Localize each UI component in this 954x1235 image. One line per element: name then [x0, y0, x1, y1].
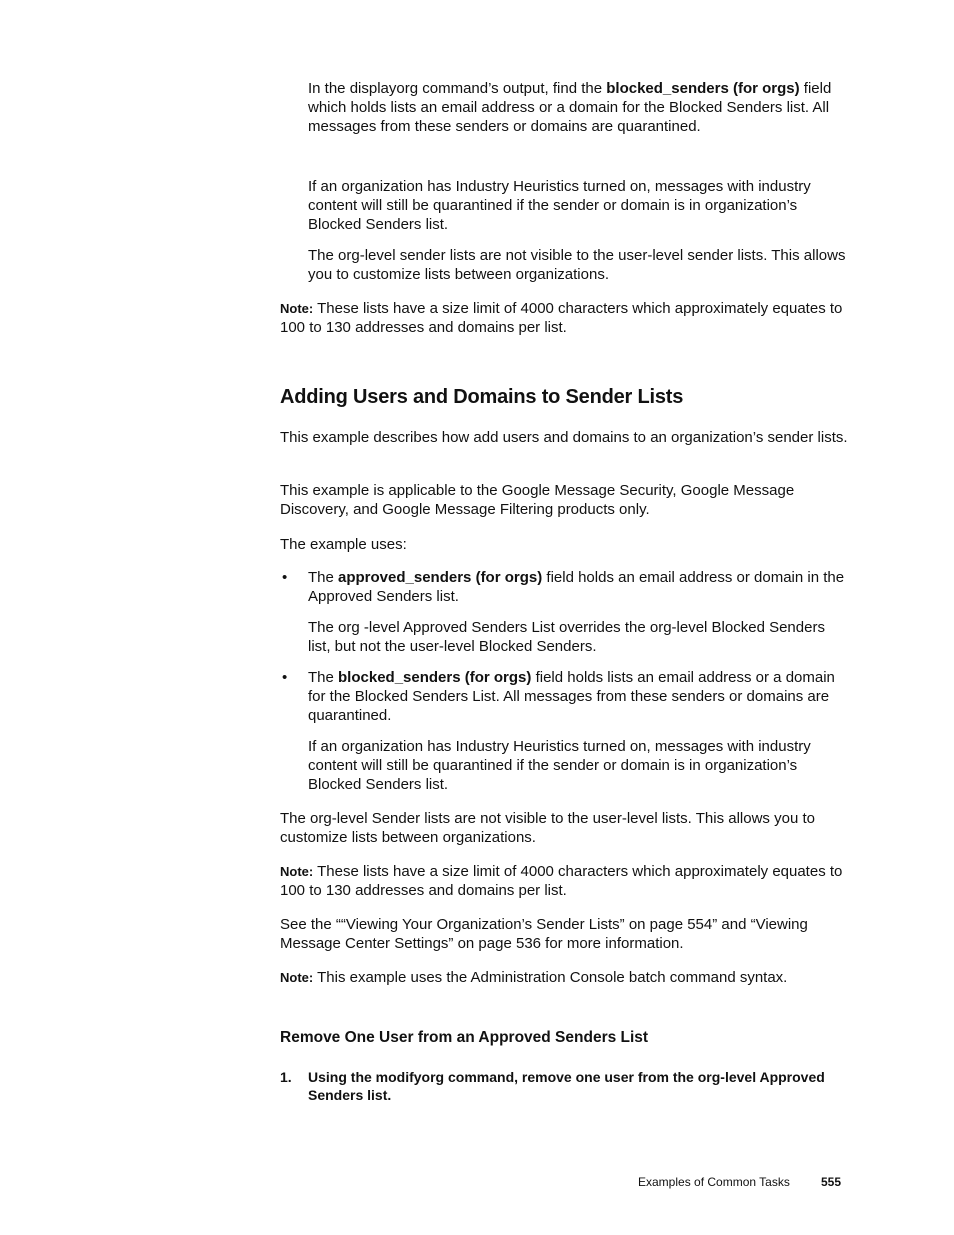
bullet-1-text: The — [308, 569, 339, 586]
bullet-marker-1: • — [282, 569, 288, 586]
intro-p1-text-end: field which holds lists an email address or a domain for the Blocked Senders list. All messages from these senders or domains are quarantined. — [308, 80, 832, 135]
step-text: Using the modifyorg command, remove one user from the org-level Approved Senders list. — [308, 1069, 825, 1103]
note-label: Note: — [280, 970, 314, 985]
section-paragraph-3: The example uses: — [280, 536, 407, 553]
section-note-1 — [280, 862, 848, 900]
note-label: Note: — [280, 864, 314, 879]
section-heading: Adding Users and Domains to Sender Lists — [280, 386, 684, 408]
footer-page-number: 555 — [821, 1175, 842, 1189]
bullet-marker-2: • — [282, 669, 288, 686]
bullet-item-2 — [308, 668, 848, 725]
section-note-2 — [280, 968, 848, 987]
bullet-item-1 — [308, 568, 848, 606]
bullet-1-subparagraph: The org -level Approved Senders List overrides the org-level Blocked Senders list, but not the user-level Blocked Senders. — [308, 619, 825, 655]
field-name-approved-senders: approved_senders (for orgs) — [338, 569, 543, 586]
subsection-heading: Remove One User from an Approved Senders List — [280, 1029, 649, 1046]
intro-note — [280, 299, 848, 337]
note-text: These lists have a size limit of 4000 characters which approximately equates to 100 to 130 addresses and domains per list. — [280, 863, 843, 899]
bullet-2-text-end: field holds lists an email address or a domain for the Blocked Senders List. All messages from these senders or domains are quarantined. — [308, 669, 835, 724]
note-label: Note: — [280, 301, 314, 316]
section-paragraph-1: This example describes how add users and domains to an organization’s sender lists. — [280, 429, 848, 446]
step-number: 1. — [280, 1069, 292, 1085]
bullet-1-text-end: field holds an email address or domain in the Approved Senders list. — [308, 569, 845, 605]
bullet-2-subparagraph: If an organization has Industry Heuristics turned on, messages with industry content will still be quarantined if the sender or domain is in organization’s Blocked Senders list. — [308, 738, 811, 793]
intro-p1-text: In the displayorg command’s output, find the — [308, 80, 607, 97]
intro-paragraph-3: The org-level sender lists are not visible to the user-level sender lists. This allows you to customize lists between organizations. — [308, 247, 846, 283]
intro-paragraph-1 — [308, 79, 848, 136]
bullet-2-text: The — [308, 669, 339, 686]
field-name-blocked-senders: blocked_senders (for orgs) — [606, 80, 800, 97]
section-paragraph-4: The org-level Sender lists are not visible to the user-level lists. This allows you to customize lists between organizations. — [280, 810, 815, 846]
field-name-blocked-senders: blocked_senders (for orgs) — [338, 669, 532, 686]
note-text: These lists have a size limit of 4000 characters which approximately equates to 100 to 130 addresses and domains per list. — [280, 300, 843, 336]
note-text: This example uses the Administration Console batch command syntax. — [313, 969, 788, 986]
section-paragraph-2: This example is applicable to the Google Message Security, Google Message Discovery, and Google Message Filtering products only. — [280, 482, 795, 518]
section-paragraph-5: See the ““Viewing Your Organization’s Sender Lists” on page 554” and “Viewing Message Center Settings” on page 536 for more information. — [280, 916, 808, 952]
footer-chapter-title: Examples of Common Tasks — [638, 1175, 790, 1189]
intro-paragraph-2: If an organization has Industry Heuristics turned on, messages with industry content will still be quarantined if the sender or domain is in organization’s Blocked Senders list. — [308, 178, 811, 233]
